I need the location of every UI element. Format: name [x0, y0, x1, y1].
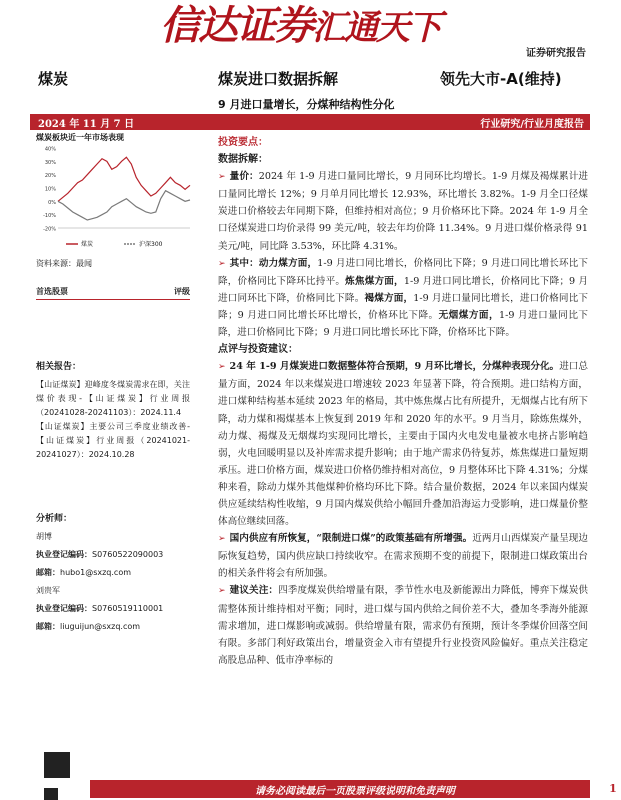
cert-label: 执业登记编码：: [36, 604, 92, 613]
paragraph-supply: ➢ 国内供应有所恢复，“限制进口煤”的政策基础有所增强。近两月山西煤炭产量呈现边际恢复趋势，国内供应缺口持续收窄。在需求预期不变的前提下，限制进口煤政策出台的相关条件将会有所加强。: [218, 533, 588, 580]
legend-label: 沪深300: [139, 241, 163, 248]
brand-logo: [160, 0, 440, 51]
stock-table-header: [36, 286, 190, 300]
y-tick-label: 0%: [48, 199, 56, 206]
qr-code-icon: [44, 752, 70, 778]
email-label: 邮箱：: [36, 622, 60, 631]
report-title: 煤炭进口数据拆解: [218, 70, 339, 88]
brand-slogan: 汇通天下: [312, 8, 440, 48]
report-category: 行业研究/行业月度报告: [480, 119, 584, 130]
footer: [0, 752, 617, 800]
y-tick-label: 20%: [44, 173, 56, 180]
date-bar: [30, 114, 590, 130]
report-subtitle: 9 月进口量增长，分煤种结构性分化: [218, 98, 395, 111]
chart-title: 煤炭板块近一年市场表现: [36, 133, 124, 142]
bullet-arrow-icon: ➢: [218, 258, 226, 269]
report-body: [218, 134, 588, 669]
analyst-email[interactable]: liuguijun@sxzq.com: [60, 622, 141, 631]
left-column: [36, 132, 194, 631]
paragraph-volume-price: ➢ 量价：2024 年 1-9 月进口量同比增长，9 月同环比均增长。1-9 月煤及褐煤累计进口量同比增长 12%；9 月单月同比增长 12.93%，环比增长 3.82%。1-9 月全口径煤炭进口价格较去年同期下降，但维持相对高位；9 月价格环比下降。2024 年 1-9 月全口径煤炭进口均价录得 99 美元/吨，较去年均价降 11.34%。9 月进口煤价格录得 91 美元/吨，同比降 3.53%，环比降 4.31%。: [218, 171, 588, 252]
brand-name: 信达证券: [160, 2, 312, 49]
review-section-heading: 点评与投资建议：: [218, 344, 298, 356]
stock-col-rating: 评级: [174, 287, 190, 296]
chart-source: 资料来源：最闻: [36, 259, 92, 268]
disclaimer[interactable]: 请务必阅读最后一页股票评级说明和免责声明: [255, 786, 455, 797]
legend-label: 煤炭: [81, 241, 94, 248]
masthead: [0, 0, 600, 62]
y-tick-label: 40%: [44, 146, 56, 153]
bullet-arrow-icon: ➢: [218, 534, 226, 545]
report-date: 2024 年 11 月 7 日: [38, 119, 135, 130]
email-label: 邮箱：: [36, 568, 60, 577]
related-reports: [36, 360, 190, 462]
y-tick-label: -10%: [43, 213, 56, 220]
page-number: 1: [605, 781, 621, 797]
y-tick-label: 30%: [44, 159, 56, 166]
title-bar: [0, 64, 600, 92]
rating: 领先大市-A(维持): [440, 70, 562, 88]
analyst-name: 胡博: [36, 532, 52, 541]
paragraph-coal-types: ➢ 其中：动力煤方面，1-9 月进口同比增长，价格同比下降；9 月进口同比增长环比下降，价格同比下降环比持平。炼焦煤方面，1-9 月进口同比增长，价格同比下降；9 月进口同环比下降，价格同比下降。褐煤方面，1-9 月进口量同比增长，进口价格同比下降；9 月进口同比增长环比增长，价格环比下降。无烟煤方面，1-9 月进口量同比下降，进口价格同比下降；9 月进口同比增长环比下降，价格环比下降。: [218, 257, 589, 339]
related-report-item[interactable]: 【山证煤炭】主要公司三季度业绩改善-【山证煤炭】行业周报（20241021-20241027）：2024.10.28: [36, 422, 190, 459]
bullet-arrow-icon: ➢: [218, 586, 226, 597]
footer-bar: [90, 780, 617, 798]
bullet-arrow-icon: ➢: [218, 362, 226, 373]
analyst-name: 刘贵军: [36, 586, 60, 595]
y-tick-label: -20%: [43, 226, 56, 233]
analyst-email[interactable]: hubo1@sxzq.com: [60, 568, 132, 577]
data-section-heading: 数据拆解：: [218, 154, 268, 166]
analyst-cert: S0760522090003: [92, 550, 164, 559]
stock-col-name: 首选股票: [36, 287, 68, 296]
analysts: [36, 510, 190, 636]
paragraph-suggestion: ➢ 建议关注：四季度煤炭供给增量有限，季节性水电及新能源出力降低，博弈下煤炭供需整体预计维持相对平衡；同时，进口煤与国内供给之间价差不大，叠加冬季海外能源需求增加，进口煤影响或减弱。供给增量有限，需求仍有预期，预计冬季煤价回落空间有限。多部门利好政策出台，增量资金入市有望提升行业投资风险偏好。重点关注稳定高股息品种、低市净率标的: [218, 585, 589, 666]
series-line-1: [58, 191, 190, 220]
cert-label: 执业登记编码：: [36, 550, 92, 559]
analyst-cert: S0760519110001: [92, 604, 164, 613]
bullet-arrow-icon: ➢: [218, 172, 226, 183]
performance-chart: [36, 144, 196, 252]
report-type-label: 证券研究报告: [526, 48, 586, 59]
series-line-0: [58, 157, 190, 201]
qr-code-small-icon: [44, 788, 58, 800]
analysts-title: 分析师：: [36, 514, 73, 524]
related-title: 相关报告：: [36, 362, 82, 372]
invest-points-heading: 投资要点：: [218, 137, 268, 148]
sector-name: 煤炭: [38, 70, 69, 88]
y-tick-label: 10%: [44, 186, 56, 193]
related-report-item[interactable]: 【山证煤炭】迎峰度冬煤炭需求在即，关注煤价表现-【山证煤炭】行业周报（20241028-20241103）：2024.11.4: [36, 380, 190, 417]
paragraph-review: ➢ 24 年 1-9 月煤炭进口数据整体符合预期，9 月环比增长，分煤种表现分化。进口总量方面，2024 年以来煤炭进口增速较 2023 年显著下降，符合预期。进口结构方面，进口煤种结构基本延续 2023 年的格局，其中炼焦煤占比有所提升，无烟煤占比有所下降，动力煤和褐煤基本上恢复到 2019 年和 2020 年的水平。9 月当月，除炼焦煤外，动力煤、褐煤及无烟煤均实现同比增长，主要由于国内火电发电量被水电挤占影响趋弱，火电回暖明显以及补库需求提升影响；由于地产需求仍待复苏，炼焦煤进口量短期承压。进口价格方面，煤炭进口价格仍维持相对高位，9 月整体环比下降 4.31%；分煤种来看，除动力煤外其他煤种价格均环比下降。结合量价数据，2024 年以来国内煤炭供应延续结构性收缩，9 月国内煤炭供给小幅回升叠加沿海运力受影响，进口煤量价整体高位继续回落。: [218, 361, 589, 528]
